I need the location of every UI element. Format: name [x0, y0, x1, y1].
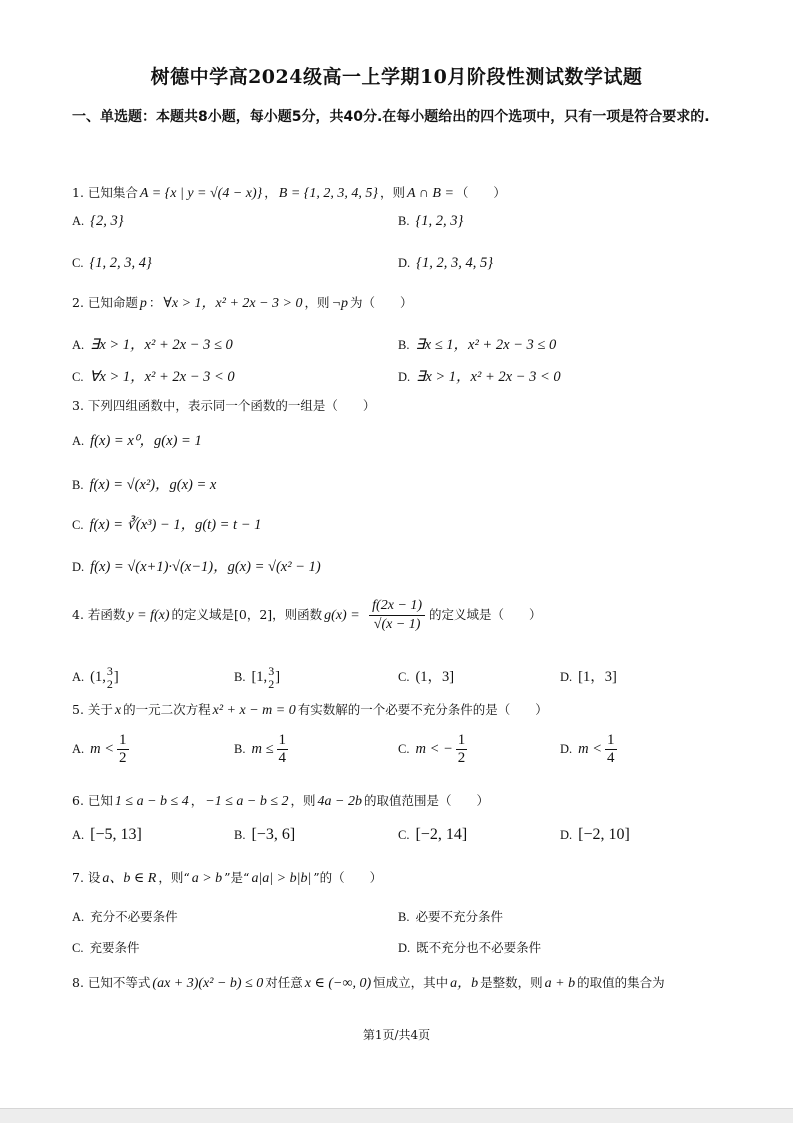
question-7-stem: 7. 设 a、b ∈ R ，则“ a > b ”是“ a|a| > b|b| ”的（ ）: [72, 870, 383, 886]
q6-option-b[interactable]: B. [−3, 6]: [234, 826, 296, 843]
q2-option-c[interactable]: C. ∀x > 1，x² + 2x − 3 < 0: [72, 369, 235, 385]
exam-title: 树德中学高2024级高一上学期10月阶段性测试数学试题: [150, 66, 643, 88]
q2-option-a[interactable]: A. ∃x > 1，x² + 2x − 3 ≤ 0: [72, 337, 233, 353]
q6-option-c[interactable]: C. [−2, 14]: [398, 826, 468, 843]
section-heading: 一、单选题：本题共8小题，每小题5分，共40分.在每小题给出的四个选项中，只有一项是符合要求的.: [72, 109, 710, 125]
q4-option-b[interactable]: B. [1, 3 2 ]: [234, 663, 281, 691]
q4-option-d[interactable]: D. [1，3]: [560, 669, 617, 685]
q7-option-d[interactable]: D. 既不充分也不必要条件: [398, 940, 542, 955]
q5-option-b[interactable]: B. m ≤ $\frac{1}{4}$: [234, 732, 287, 766]
question-8-stem: 8. 已知不等式 (ax + 3)(x² − b) ≤ 0 对任意 x ∈ (−∞, 0) 恒成立，其中 a，b 是整数，则 a + b 的取值的集合为: [72, 975, 665, 991]
q6-option-a[interactable]: A. [−5, 13]: [72, 826, 142, 843]
q2-option-d[interactable]: D. ∃x > 1，x² + 2x − 3 < 0: [398, 369, 561, 385]
q1-option-d[interactable]: D. {1, 2, 3, 4, 5}: [398, 255, 494, 271]
q3-option-a[interactable]: A. f(x) = x⁰，g(x) = 1: [72, 433, 202, 449]
q1-option-a[interactable]: A. {2, 3}: [72, 213, 124, 229]
q1-option-b[interactable]: B. {1, 2, 3}: [398, 213, 464, 229]
q3-option-c[interactable]: C. f(x) = ∛(x³) − 1，g(t) = t − 1: [72, 517, 262, 533]
q3-option-d[interactable]: D. f(x) = √(x+1)·√(x−1)，g(x) = √(x² − 1): [72, 559, 321, 575]
q1-option-c[interactable]: C. {1, 2, 3, 4}: [72, 255, 152, 271]
question-1-stem: 1. 已知集合 A = {x | y = √(4 − x)} ， B = {1, 2, 3, 4, 5} ，则 A ∩ B = （ ）: [72, 185, 506, 201]
q3-option-b[interactable]: B. f(x) = √(x²)，g(x) = x: [72, 477, 217, 493]
q5-option-d[interactable]: D. m < $\frac{1}{4}$: [560, 732, 615, 766]
question-5-stem: 5. 关于 x 的一元二次方程 x² + x − m = 0 有实数解的一个必要不充分条件的是（ ）: [72, 702, 548, 718]
q4-fraction: $\frac{f(2x - 1)}{√(x - 1)}$: [367, 597, 427, 634]
question-3-stem: 3. 下列四组函数中，表示同一个函数的一组是（ ）: [72, 398, 376, 413]
q6-option-d[interactable]: D. [−2, 10]: [560, 826, 630, 843]
q4-option-c[interactable]: C. (1，3]: [398, 669, 455, 685]
q5-option-a[interactable]: A. m < $\frac{1}{2}$: [72, 732, 127, 766]
q7-option-c[interactable]: C. 充要条件: [72, 940, 140, 955]
page-footer: 第1页/共4页: [362, 1028, 431, 1042]
viewer-bottom-bar: [0, 1108, 793, 1123]
q7-option-a[interactable]: A. 充分不必要条件: [72, 909, 178, 924]
q5-option-c[interactable]: C. m < − $\frac{1}{2}$: [398, 732, 466, 766]
q4-option-a[interactable]: A. (1, 3 2 ]: [72, 663, 119, 691]
q2-option-b[interactable]: B. ∃x ≤ 1，x² + 2x − 3 ≤ 0: [398, 337, 557, 353]
q7-option-b[interactable]: B. 必要不充分条件: [398, 909, 503, 924]
question-2-stem: 2. 已知命题 p ： ∀x > 1，x² + 2x − 3 > 0 ，则 ¬p 为（ ）: [72, 295, 413, 311]
question-4-stem: 4. 若函数 y = f(x) 的定义域是[0，2]，则函数 g(x) = $\frac{f(2x - 1)}{√(x - 1)}$ 的定义域是（ ）: [72, 598, 542, 632]
question-6-stem: 6. 已知 1 ≤ a − b ≤ 4 ， −1 ≤ a − b ≤ 2 ，则 4a − 2b 的取值范围是（ ）: [72, 793, 489, 809]
